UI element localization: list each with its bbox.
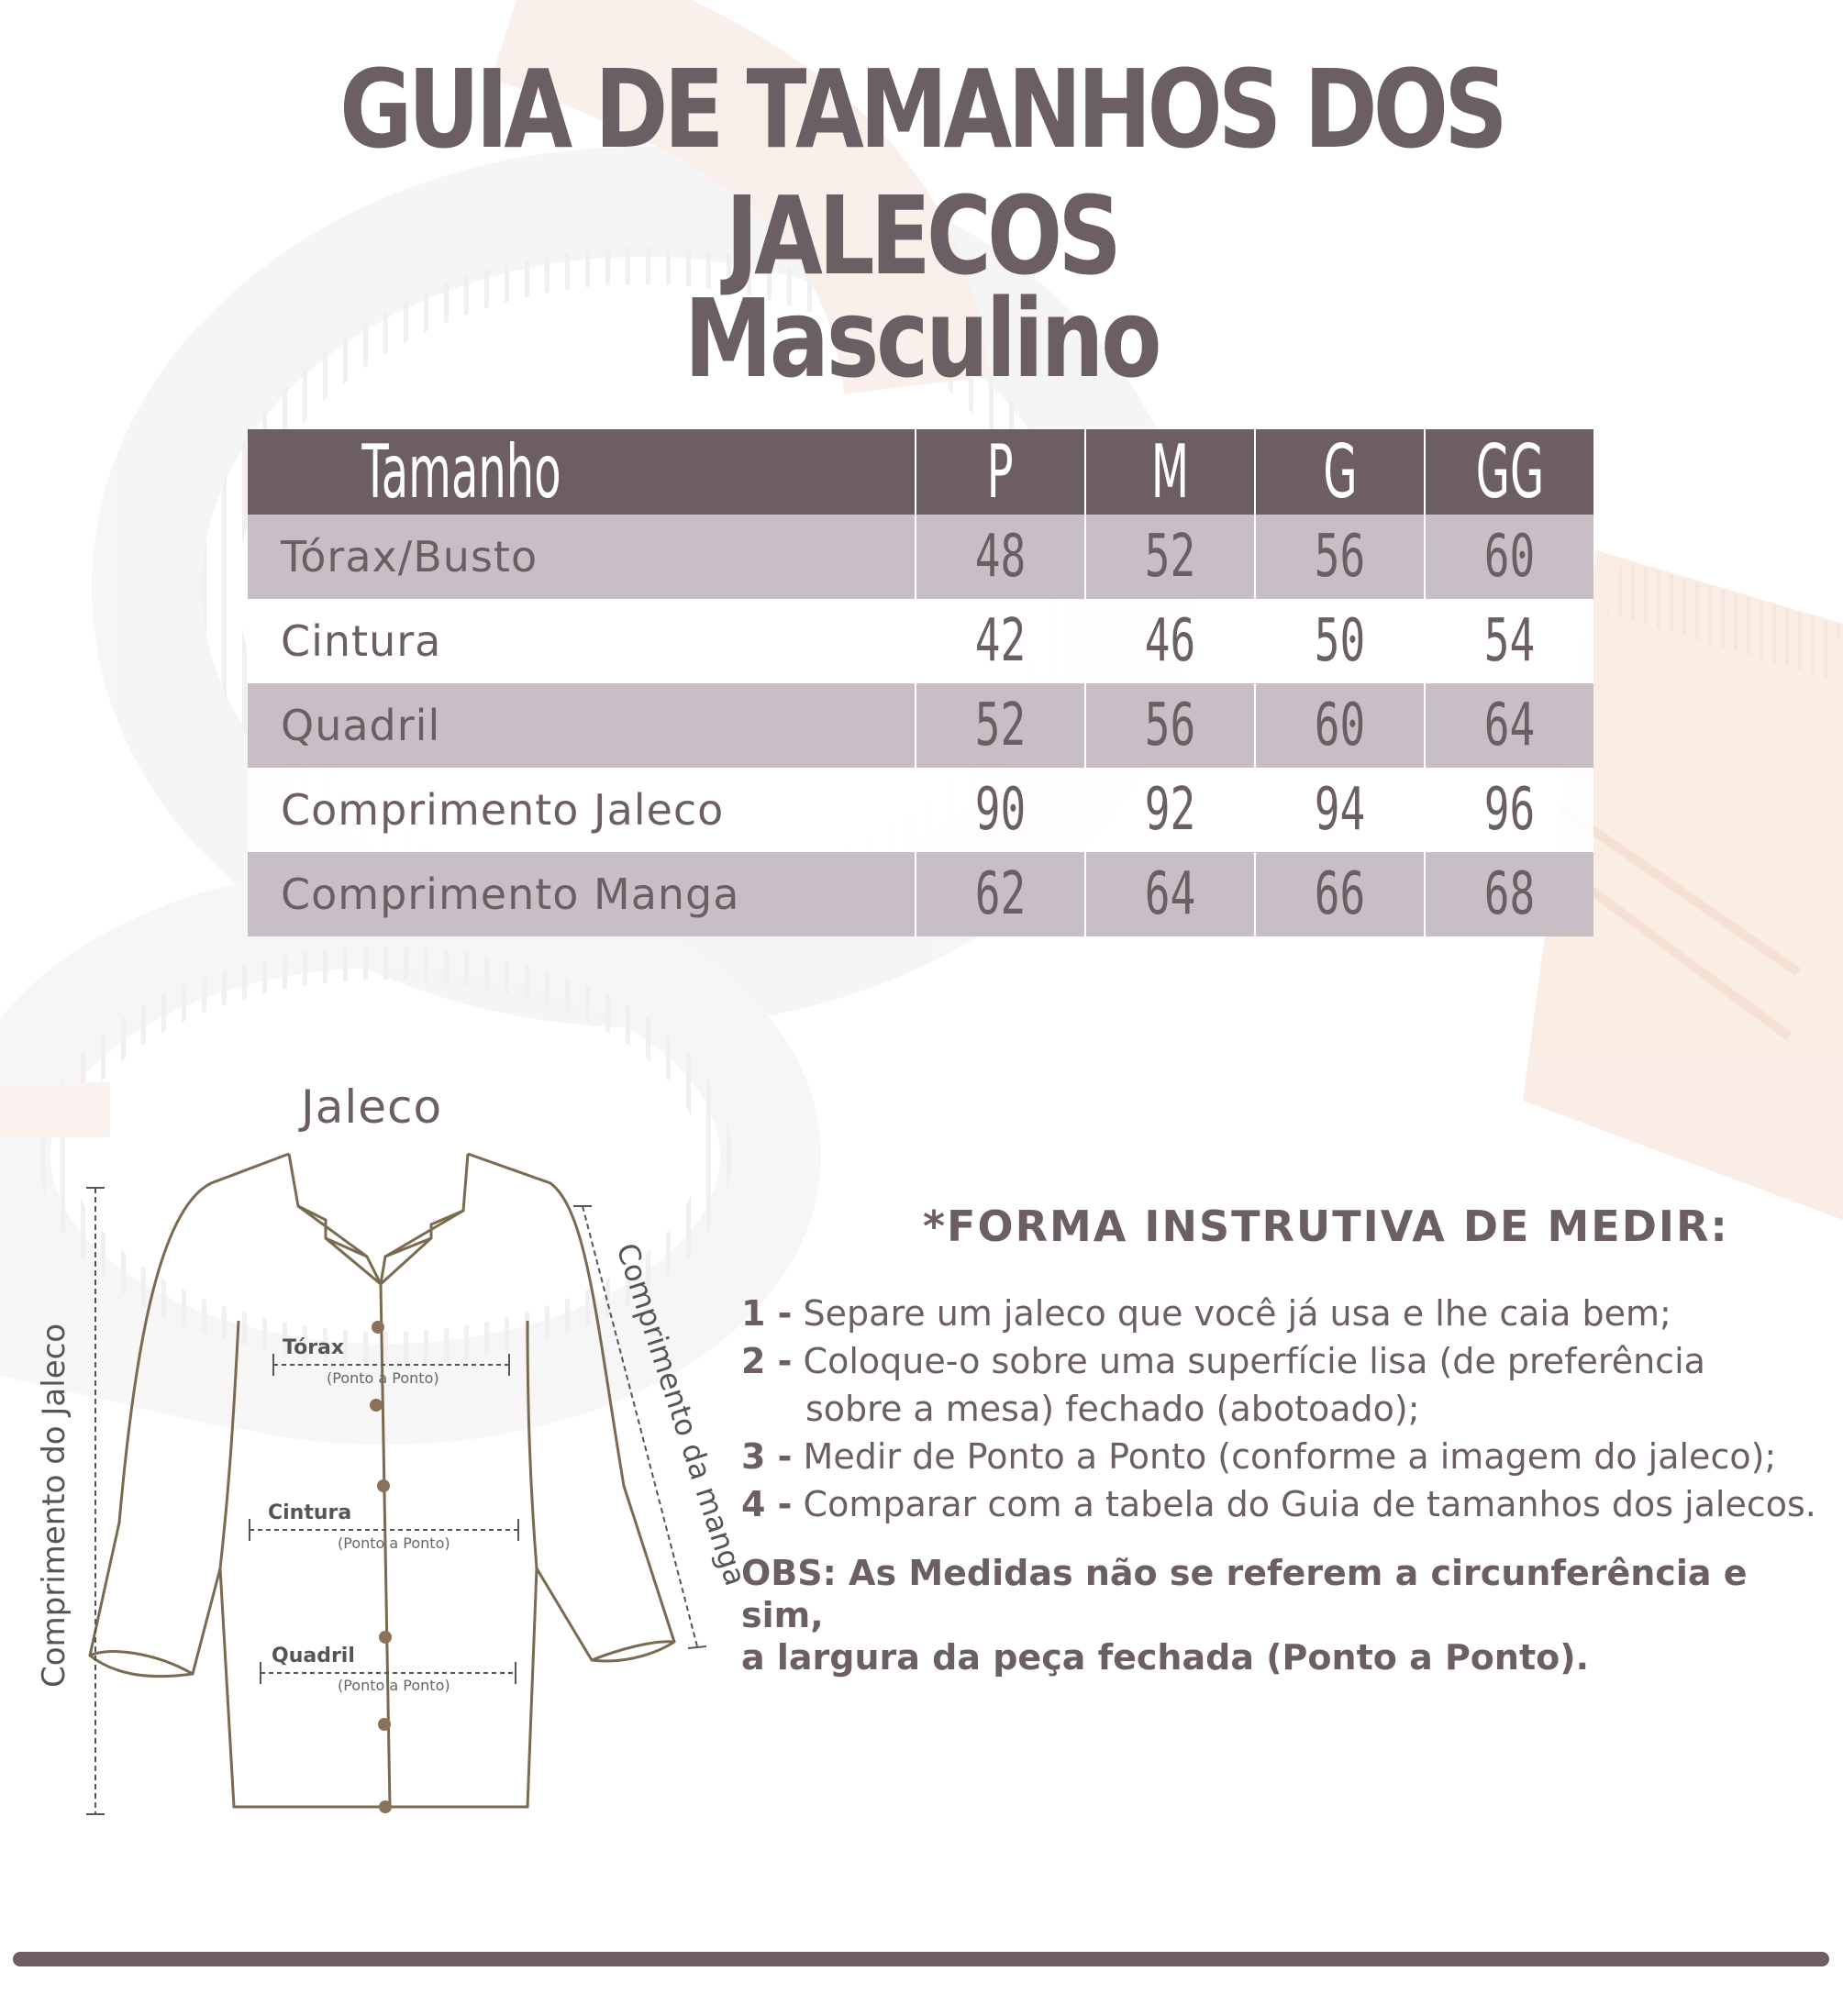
step-text: Separe um jaleco que você já usa e lhe caia bem; [803, 1293, 1671, 1334]
step-item [741, 1480, 1824, 1528]
table-cell: 52 [1085, 515, 1255, 599]
cintura-label: Cintura [268, 1501, 352, 1524]
table-cell: 60 [1425, 515, 1593, 599]
table-cell: 54 [1425, 599, 1593, 683]
step-item [741, 1290, 1824, 1337]
table-cell: 50 [1255, 599, 1425, 683]
instructions-steps [741, 1290, 1824, 1528]
table-cell: 64 [1425, 683, 1593, 768]
table-cell: 94 [1255, 768, 1425, 852]
table-cell: 56 [1085, 683, 1255, 768]
obs-line-1: OBS: As Medidas não se referem a circunferência e sim, [741, 1553, 1748, 1635]
table-cell: 92 [1085, 768, 1255, 852]
sleeve-label: Comprimento da manga [609, 1238, 754, 1590]
row-label: Tórax/Busto [248, 515, 916, 599]
torax-point-label: (Ponto a Ponto) [327, 1369, 439, 1387]
quadril-point-label: (Ponto a Ponto) [338, 1677, 450, 1694]
step-number: 4 - [741, 1484, 793, 1524]
row-label: Comprimento Jaleco [248, 768, 916, 852]
table-cell: 52 [916, 683, 1085, 768]
header-tamanho: Tamanho [248, 429, 916, 515]
cintura-point-label: (Ponto a Ponto) [338, 1534, 450, 1552]
obs-note [741, 1552, 1824, 1678]
page-title: GUIA DE TAMANHOS DOS JALECOS [339, 46, 1504, 299]
measuring-instructions [741, 1202, 1824, 1678]
step-number: 3 - [741, 1436, 793, 1477]
table-cell: 96 [1425, 768, 1593, 852]
table-cell: 56 [1255, 515, 1425, 599]
table-row [248, 683, 1593, 768]
lab-coat-diagram [0, 1137, 754, 1834]
instructions-title: *FORMA INSTRUTIVA DE MEDIR: [923, 1202, 1729, 1251]
torax-label: Tórax [283, 1336, 345, 1359]
table-row [248, 599, 1593, 683]
table-cell: 68 [1425, 852, 1593, 936]
header-size-gg: GG [1425, 429, 1593, 515]
row-label: Cintura [248, 599, 916, 683]
obs-line-2: a largura da peça fechada (Ponto a Ponto). [741, 1637, 1590, 1678]
header-size-m: M [1085, 429, 1255, 515]
step-number: 2 - [741, 1341, 793, 1381]
step-text: Comparar com a tabela do Guia de tamanhos dos jalecos. [803, 1484, 1816, 1524]
page-subtitle: Masculino [683, 275, 1160, 402]
table-row [248, 515, 1593, 599]
row-label: Quadril [248, 683, 916, 768]
step-item [741, 1433, 1824, 1480]
header-size-p: P [916, 429, 1085, 515]
table-cell: 64 [1085, 852, 1255, 936]
table-row [248, 768, 1593, 852]
length-label: Comprimento do Jaleco [36, 1323, 72, 1688]
table-cell: 46 [1085, 599, 1255, 683]
header-size-g: G [1255, 429, 1425, 515]
row-label: Comprimento Manga [248, 852, 916, 936]
step-text: Coloque-o sobre uma superfície lisa (de preferência [803, 1341, 1705, 1381]
table-header-row [248, 429, 1593, 515]
step-item [741, 1337, 1824, 1433]
table-cell: 60 [1255, 683, 1425, 768]
table-cell: 66 [1255, 852, 1425, 936]
quadril-label: Quadril [272, 1645, 355, 1667]
length-measure-line [86, 1188, 105, 1814]
step-text: Medir de Ponto a Ponto (conforme a imagem do jaleco); [803, 1436, 1777, 1477]
size-table [248, 429, 1593, 936]
table-cell: 62 [916, 852, 1085, 936]
bottom-divider [13, 1952, 1829, 1966]
diagram-title: Jaleco [301, 1080, 443, 1134]
step-number: 1 - [741, 1293, 793, 1334]
table-cell: 42 [916, 599, 1085, 683]
table-row [248, 852, 1593, 936]
table-cell: 48 [916, 515, 1085, 599]
table-cell: 90 [916, 768, 1085, 852]
step-text-continued: sobre a mesa) fechado (abotoado); [805, 1389, 1420, 1429]
